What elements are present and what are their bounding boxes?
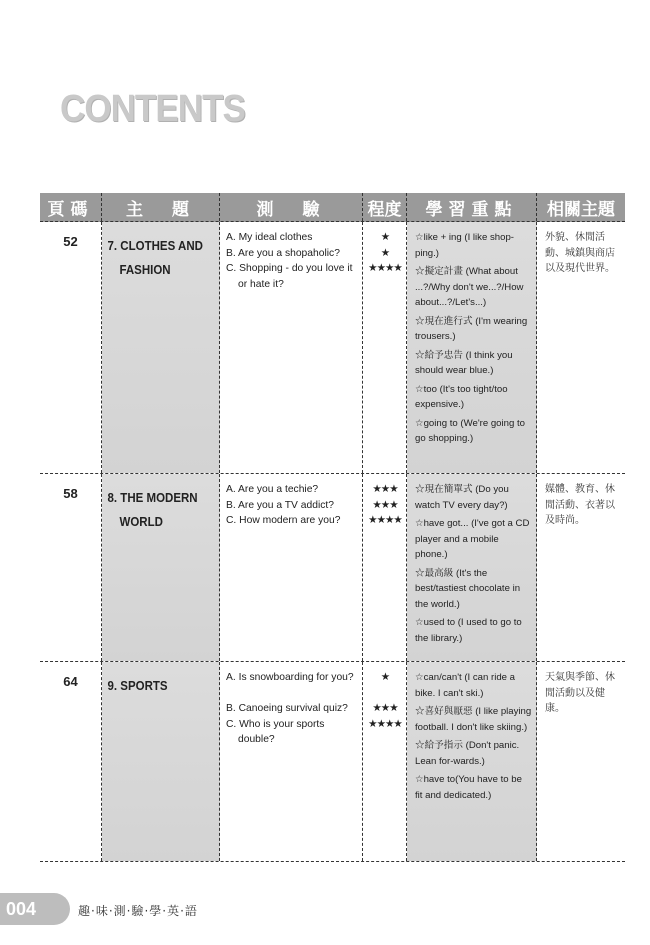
difficulty-stars: ★★★ — [372, 483, 398, 495]
learning-point: ☆too (It's too tight/too expensive.) — [415, 383, 508, 410]
page-ref: 64 — [40, 662, 102, 861]
difficulty-stars: ★★★★ — [368, 514, 402, 526]
quiz-row — [220, 513, 406, 529]
page-ref: 52 — [40, 222, 102, 473]
difficulty-stars: ★ — [380, 671, 390, 683]
learning-point: ☆給予忠告 (I think you should wear blue.) — [415, 349, 513, 376]
quiz-cell — [220, 222, 407, 473]
related-topics: 媒體、教育、休閒活動、衣著以及時尚。 — [545, 484, 615, 526]
quiz-row — [220, 246, 406, 262]
header-topic: 主 題 — [102, 193, 220, 221]
quiz-item: A. Is snowboarding for you? — [226, 672, 354, 683]
quiz-item: C. How modern are you? — [226, 515, 341, 526]
related-topics: 天氣與季節、休閒活動以及健康。 — [545, 672, 615, 714]
table-row — [40, 662, 625, 862]
learning-point: ☆擬定計畫 (What about ...?/Why don't we...?/How about...?/Let's...) — [415, 266, 524, 308]
difficulty-stars: ★ — [380, 231, 390, 243]
contents-table — [40, 193, 625, 862]
quiz-row — [220, 261, 406, 292]
learning-points-cell — [407, 474, 537, 661]
quiz-item: C. Who is your sports double? — [226, 718, 325, 745]
header-level: 程度 — [363, 193, 407, 221]
quiz-row — [220, 230, 406, 246]
quiz-item: B. Canoeing survival quiz? — [226, 703, 348, 714]
table-row — [40, 474, 625, 662]
topic-cell — [102, 662, 220, 861]
learning-point: ☆like + ing (I like shop-ping.) — [415, 232, 514, 259]
learning-point: ☆have got... (I've got a CD player and a mobile phone.) — [415, 518, 530, 560]
difficulty-stars: ★★★★ — [368, 262, 402, 274]
topic-line: 7. CLOTHES AND — [107, 239, 203, 253]
header-quiz: 測 驗 — [220, 193, 363, 221]
topic-line: 9. SPORTS — [107, 679, 168, 693]
topic-line: WORLD — [119, 515, 163, 529]
topic-cell — [102, 474, 220, 661]
quiz-row — [220, 498, 406, 514]
learning-points-cell — [407, 222, 537, 473]
quiz-item: A. My ideal clothes — [226, 232, 313, 243]
quiz-item: B. Are you a shopaholic? — [226, 247, 340, 259]
book-title: 趣·味·測·驗·學·英·語 — [78, 904, 198, 918]
learning-point: ☆給予指示 (Don't panic. Lean for-wards.) — [415, 740, 520, 767]
quiz-row — [220, 717, 406, 748]
difficulty-stars: ★★★ — [372, 702, 398, 714]
learning-point: ☆喜好與厭惡 (I like playing football. I don't like skiing.) — [415, 706, 532, 733]
topic-cell — [102, 222, 220, 473]
header-related-topics: 相關主題 — [547, 199, 615, 220]
learning-point: ☆going to (We're going to go shopping.) — [415, 417, 525, 444]
quiz-item: B. Are you a TV addict? — [226, 499, 334, 511]
quiz-item: C. Shopping - do you love it or hate it? — [226, 263, 353, 290]
quiz-row — [220, 701, 406, 717]
learning-point: ☆can/can't (I can ride a bike. I can't ski.) — [415, 672, 516, 699]
learning-point: ☆have to(You have to be fit and dedicated.) — [415, 774, 522, 801]
table-row — [40, 222, 625, 474]
related-topics: 外貌、休閒活動、城鎮與商店以及現代世界。 — [545, 232, 615, 274]
header-page: 頁碼 — [40, 193, 102, 221]
learning-points-cell — [407, 662, 537, 861]
quiz-item: A. Are you a techie? — [226, 484, 319, 495]
difficulty-stars: ★★★★ — [368, 717, 402, 730]
quiz-cell — [220, 662, 407, 861]
page-number-badge: 004 — [0, 893, 70, 925]
difficulty-stars: ★ — [380, 246, 390, 259]
learning-point: ☆現在簡單式 (Do you watch TV every day?) — [415, 484, 509, 511]
page-title: CONTENTS — [60, 88, 245, 130]
quiz-cell — [220, 474, 407, 661]
quiz-row — [220, 670, 406, 701]
header-learning-points: 學習重點 — [407, 193, 537, 221]
quiz-row — [220, 482, 406, 498]
page-ref: 58 — [40, 474, 102, 661]
topic-line: FASHION — [119, 263, 171, 277]
learning-point: ☆最高級 (It's the best/tastiest chocolate in the world.) — [415, 567, 521, 610]
difficulty-stars: ★★★ — [372, 498, 398, 511]
table-header — [40, 193, 625, 222]
learning-point: ☆現在進行式 (I'm wearing trousers.) — [415, 315, 528, 342]
topic-line: 8. THE MODERN — [107, 491, 198, 505]
learning-point: ☆used to (I used to go to the library.) — [415, 617, 522, 644]
